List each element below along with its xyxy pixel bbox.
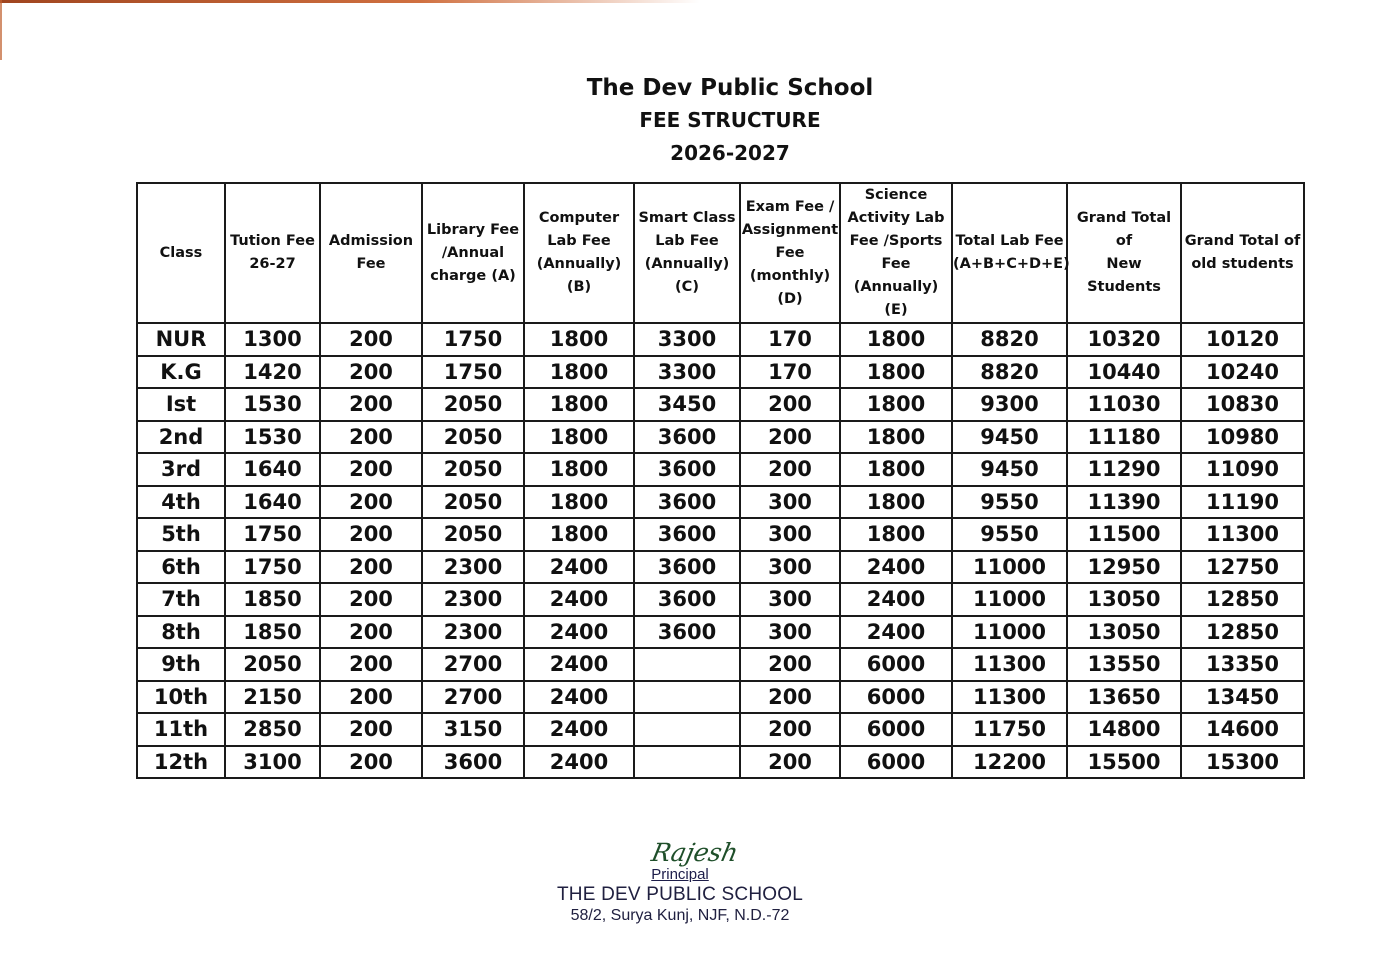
table-row: [137, 486, 1304, 519]
fee-cell: 1800: [524, 388, 634, 421]
fee-cell: 2400: [524, 648, 634, 681]
fee-cell: 2850: [225, 713, 320, 746]
fee-cell: 2400: [840, 551, 952, 584]
class-cell: K.G: [137, 356, 225, 389]
fee-cell: 200: [740, 388, 840, 421]
table-row: [137, 421, 1304, 454]
fee-cell: 6000: [840, 648, 952, 681]
column-header: [740, 183, 840, 323]
class-cell: Ist: [137, 388, 225, 421]
table-row: [137, 648, 1304, 681]
fee-cell: 3600: [634, 518, 740, 551]
fee-cell: 200: [320, 518, 422, 551]
column-header-line: (Annually): [536, 256, 622, 272]
fee-cell: 2050: [225, 648, 320, 681]
column-header-line: Smart Class: [638, 210, 736, 226]
column-header-line: (C): [675, 279, 699, 295]
column-header: [422, 183, 524, 323]
fee-cell: 3600: [634, 421, 740, 454]
fee-cell: 2400: [840, 583, 952, 616]
fee-cell: [634, 746, 740, 779]
column-header-line: Library Fee: [426, 221, 520, 238]
fee-cell: 200: [740, 421, 840, 454]
fee-cell: 1420: [225, 356, 320, 389]
table-row: [137, 323, 1304, 356]
fee-cell: 1800: [524, 486, 634, 519]
class-cell: 3rd: [137, 453, 225, 486]
fee-cell: 3150: [422, 713, 524, 746]
fee-cell: 300: [740, 486, 840, 519]
fee-cell: 11190: [1181, 486, 1304, 519]
table-row: [137, 713, 1304, 746]
fee-cell: 11500: [1067, 518, 1181, 551]
fee-cell: 8820: [952, 323, 1067, 356]
fee-cell: 1800: [524, 518, 634, 551]
column-header-line: (Annually) (E): [853, 279, 939, 318]
fee-cell: 9300: [952, 388, 1067, 421]
fee-cell: 13050: [1067, 583, 1181, 616]
fee-cell: 2400: [524, 746, 634, 779]
column-header-line: (Annually): [644, 256, 730, 272]
column-header: [952, 183, 1070, 323]
column-header-line: Assignment: [741, 221, 839, 238]
column-header-line: Grand Total of: [1076, 210, 1172, 249]
fee-cell: 11390: [1067, 486, 1181, 519]
fee-cell: 1800: [840, 356, 952, 389]
fee-cell: 12850: [1181, 616, 1304, 649]
fee-cell: 200: [320, 648, 422, 681]
fee-cell: 9450: [952, 453, 1067, 486]
fee-cell: 1750: [225, 518, 320, 551]
class-cell: 10th: [137, 681, 225, 714]
session-year: 2026-2027: [670, 141, 790, 165]
column-header-line: Lab Fee: [655, 233, 719, 249]
fee-cell: [634, 681, 740, 714]
column-header: [1067, 183, 1181, 323]
table-body: [137, 323, 1304, 778]
fee-cell: 1800: [840, 323, 952, 356]
fee-cell: 1530: [225, 421, 320, 454]
fee-cell: 11750: [952, 713, 1067, 746]
fee-cell: 200: [320, 323, 422, 356]
class-cell: NUR: [137, 323, 225, 356]
table-row: [137, 746, 1304, 779]
fee-cell: 13450: [1181, 681, 1304, 714]
fee-cell: 200: [740, 681, 840, 714]
fee-cell: [634, 648, 740, 681]
fee-cell: 200: [320, 681, 422, 714]
fee-cell: 10240: [1181, 356, 1304, 389]
column-header-line: old students: [1191, 256, 1294, 272]
column-header-line: (B): [566, 279, 592, 295]
class-cell: 12th: [137, 746, 225, 779]
fee-cell: 1800: [524, 421, 634, 454]
fee-cell: 200: [320, 486, 422, 519]
column-header: [634, 183, 740, 323]
column-header-line: Fee: [775, 244, 805, 261]
table-row: [137, 453, 1304, 486]
fee-cell: 1800: [524, 323, 634, 356]
fee-cell: 10120: [1181, 323, 1304, 356]
fee-cell: 11300: [952, 681, 1067, 714]
fee-cell: 11090: [1181, 453, 1304, 486]
fee-cell: 1300: [225, 323, 320, 356]
fee-cell: 200: [740, 713, 840, 746]
fee-cell: 3600: [634, 551, 740, 584]
column-header: [225, 183, 320, 323]
fee-cell: 200: [740, 453, 840, 486]
fee-cell: 11180: [1067, 421, 1181, 454]
class-cell: 7th: [137, 583, 225, 616]
table-header-row: [137, 183, 1304, 323]
fee-cell: 6000: [840, 746, 952, 779]
column-header-line: Fee /Sports: [849, 233, 943, 249]
fee-cell: 2050: [422, 421, 524, 454]
signatory-role: Principal: [651, 866, 709, 883]
school-stamp-name: THE DEV PUBLIC SCHOOL: [557, 884, 803, 905]
table-row: [137, 518, 1304, 551]
fee-cell: 11030: [1067, 388, 1181, 421]
fee-cell: 2400: [524, 616, 634, 649]
fee-cell: 6000: [840, 681, 952, 714]
fee-cell: 3600: [634, 486, 740, 519]
class-cell: 11th: [137, 713, 225, 746]
fee-cell: 14600: [1181, 713, 1304, 746]
fee-cell: 8820: [952, 356, 1067, 389]
fee-cell: 1640: [225, 453, 320, 486]
fee-cell: 12750: [1181, 551, 1304, 584]
document-header: [0, 72, 1388, 170]
class-cell: 8th: [137, 616, 225, 649]
fee-cell: 10980: [1181, 421, 1304, 454]
fee-cell: 11300: [1181, 518, 1304, 551]
fee-cell: 15500: [1067, 746, 1181, 779]
fee-cell: 2300: [422, 583, 524, 616]
fee-cell: 2050: [422, 388, 524, 421]
fee-cell: 13350: [1181, 648, 1304, 681]
fee-cell: 11000: [952, 551, 1067, 584]
fee-cell: 10440: [1067, 356, 1181, 389]
class-cell: 2nd: [137, 421, 225, 454]
class-cell: 4th: [137, 486, 225, 519]
fee-cell: 1530: [225, 388, 320, 421]
fee-cell: 3600: [634, 616, 740, 649]
column-header-line: Activity Lab: [847, 210, 945, 226]
table-row: [137, 616, 1304, 649]
column-header-line: Exam Fee /: [745, 198, 835, 215]
column-header-line: 26-27: [249, 256, 296, 272]
fee-cell: 200: [320, 453, 422, 486]
fee-cell: [634, 713, 740, 746]
table-row: [137, 356, 1304, 389]
fee-cell: 1800: [524, 356, 634, 389]
column-header-line: Class: [159, 244, 203, 261]
fee-cell: 1640: [225, 486, 320, 519]
fee-cell: 1750: [422, 323, 524, 356]
fee-cell: 9550: [952, 486, 1067, 519]
table-row: [137, 681, 1304, 714]
column-header-line: (D): [777, 290, 803, 307]
fee-cell: 3300: [634, 323, 740, 356]
fee-cell: 3300: [634, 356, 740, 389]
column-header-line: (A+B+C+D+E): [953, 256, 1070, 272]
fee-cell: 9550: [952, 518, 1067, 551]
fee-cell: 200: [740, 648, 840, 681]
fee-cell: 1850: [225, 616, 320, 649]
fee-cell: 2300: [422, 616, 524, 649]
fee-cell: 2400: [524, 681, 634, 714]
column-header-line: Tution Fee: [230, 233, 315, 249]
fee-cell: 11000: [952, 583, 1067, 616]
column-header-line: charge (A): [430, 267, 516, 284]
fee-cell: 11290: [1067, 453, 1181, 486]
fee-cell: 1750: [422, 356, 524, 389]
fee-cell: 200: [320, 713, 422, 746]
fee-cell: 200: [740, 746, 840, 779]
fee-cell: 2400: [524, 551, 634, 584]
column-header: [840, 183, 952, 323]
fee-cell: 2050: [422, 518, 524, 551]
school-address: 58/2, Surya Kunj, NJF, N.D.-72: [570, 907, 790, 924]
fee-cell: 13550: [1067, 648, 1181, 681]
fee-cell: 14800: [1067, 713, 1181, 746]
fee-cell: 15300: [1181, 746, 1304, 779]
fee-cell: 170: [740, 323, 840, 356]
fee-cell: 11300: [952, 648, 1067, 681]
fee-cell: 200: [320, 421, 422, 454]
fee-cell: 3600: [634, 583, 740, 616]
school-title: The Dev Public School: [586, 75, 874, 101]
table-row: [137, 388, 1304, 421]
fee-cell: 3600: [634, 453, 740, 486]
fee-cell: 12200: [952, 746, 1067, 779]
fee-cell: 13050: [1067, 616, 1181, 649]
column-header-line: Science: [864, 187, 928, 203]
column-header-line: (monthly): [749, 267, 831, 284]
fee-cell: 1800: [840, 388, 952, 421]
fee-cell: 200: [320, 616, 422, 649]
fee-cell: 300: [740, 583, 840, 616]
scan-edge-left: [0, 0, 2, 60]
fee-cell: 3450: [634, 388, 740, 421]
fee-cell: 2400: [840, 616, 952, 649]
column-header-line: New Students: [1087, 256, 1161, 295]
fee-cell: 9450: [952, 421, 1067, 454]
fee-cell: 1800: [524, 453, 634, 486]
fee-cell: 13650: [1067, 681, 1181, 714]
document-subtitle: FEE STRUCTURE: [639, 108, 821, 132]
fee-cell: 12850: [1181, 583, 1304, 616]
fee-cell: 2050: [422, 486, 524, 519]
fee-cell: 2700: [422, 681, 524, 714]
column-header: [524, 183, 634, 323]
fee-cell: 12950: [1067, 551, 1181, 584]
fee-cell: 2300: [422, 551, 524, 584]
scan-edge: [0, 0, 700, 3]
fee-cell: 2700: [422, 648, 524, 681]
class-cell: 6th: [137, 551, 225, 584]
fee-cell: 1800: [840, 518, 952, 551]
principal-signature: Rajesh: [648, 838, 741, 867]
column-header: [1181, 183, 1304, 323]
fee-cell: 1800: [840, 486, 952, 519]
class-cell: 9th: [137, 648, 225, 681]
column-header-line: Lab Fee: [547, 233, 611, 249]
table-row: [137, 551, 1304, 584]
fee-cell: 200: [320, 551, 422, 584]
fee-table: [136, 182, 1305, 779]
fee-cell: 10830: [1181, 388, 1304, 421]
fee-cell: 10320: [1067, 323, 1181, 356]
column-header-line: Fee: [356, 256, 386, 272]
fee-cell: 6000: [840, 713, 952, 746]
column-header-line: Computer: [538, 210, 620, 226]
fee-cell: 300: [740, 551, 840, 584]
fee-cell: 300: [740, 518, 840, 551]
fee-cell: 200: [320, 583, 422, 616]
table-row: [137, 583, 1304, 616]
fee-cell: 1750: [225, 551, 320, 584]
fee-cell: 170: [740, 356, 840, 389]
column-header-line: Fee: [881, 256, 911, 272]
fee-cell: 2050: [422, 453, 524, 486]
fee-cell: 2150: [225, 681, 320, 714]
fee-cell: 1800: [840, 453, 952, 486]
fee-cell: 1850: [225, 583, 320, 616]
fee-cell: 200: [320, 388, 422, 421]
column-header: [137, 183, 225, 323]
column-header-line: /Annual: [441, 244, 505, 261]
class-cell: 5th: [137, 518, 225, 551]
fee-cell: 300: [740, 616, 840, 649]
fee-cell: 2400: [524, 583, 634, 616]
fee-cell: 3100: [225, 746, 320, 779]
fee-cell: 200: [320, 356, 422, 389]
column-header: [320, 183, 422, 323]
column-header-line: Total Lab Fee: [955, 233, 1064, 249]
fee-cell: 2400: [524, 713, 634, 746]
fee-cell: 11000: [952, 616, 1067, 649]
fee-cell: 200: [320, 746, 422, 779]
fee-cell: 3600: [422, 746, 524, 779]
fee-cell: 1800: [840, 421, 952, 454]
column-header-line: Grand Total of: [1184, 233, 1301, 249]
column-header-line: Admission: [328, 233, 414, 249]
